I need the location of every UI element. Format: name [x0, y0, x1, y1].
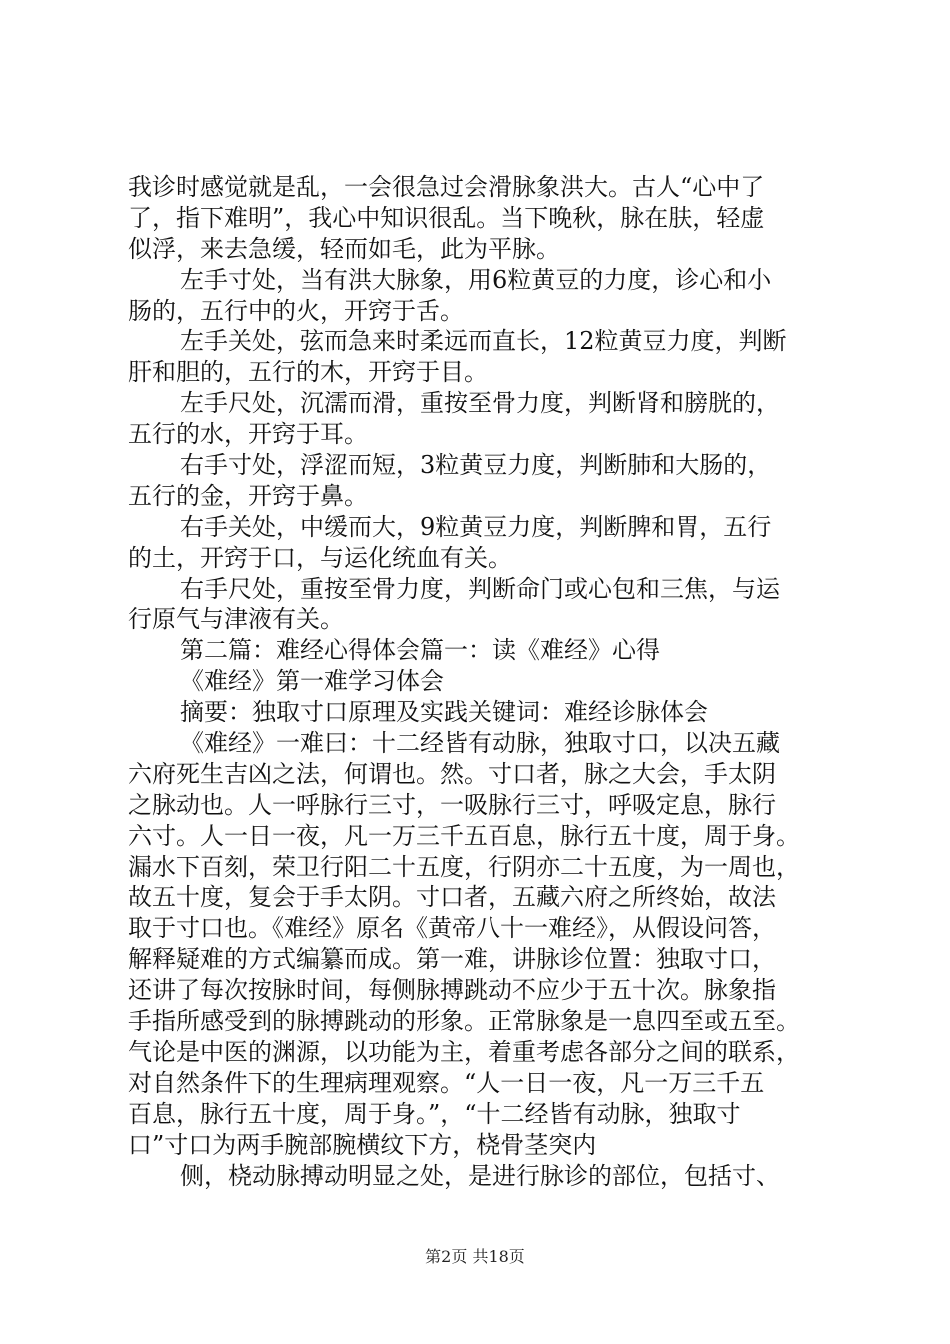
text-line: 左手尺处，沉濡而滑，重按至骨力度，判断肾和膀胱的， [180, 389, 780, 418]
text-line: 取于寸口也。《难经》原名《黄帝八十一难经》，从假设问答， [128, 914, 776, 943]
text-line: 了，指下难明”，我心中知识很乱。当下晚秋，脉在肤，轻虚 [128, 203, 765, 232]
text-line: 之脉动也。人一呼脉行三寸，一吸脉行三寸，呼吸定息，脉行 [128, 790, 776, 819]
text-line: 肝和胆的，五行的木，开窍于目。 [128, 358, 488, 387]
text-line: 右手尺处，重按至骨力度，判断命门或心包和三焦，与运 [180, 574, 780, 603]
text-line: 还讲了每次按脉时间，每侧脉搏跳动不应少于五十次。脉象指 [128, 976, 776, 1005]
text-line: 右手关处，中缓而大，9粒黄豆力度，判断脾和胃，五行 [180, 512, 772, 541]
text-line: 手指所感受到的脉搏跳动的形象。正常脉象是一息四至或五至。 [128, 1007, 800, 1036]
text-line: 行原气与津液有关。 [128, 605, 344, 634]
text-line: 气论是中医的渊源，以功能为主，着重考虑各部分之间的联系， [128, 1037, 800, 1066]
text-line: 左手寸处，当有洪大脉象，用6粒黄豆的力度，诊心和小 [180, 265, 772, 294]
text-line: 的土，开窍于口，与运化统血有关。 [128, 543, 512, 572]
text-line: 六寸。人一日一夜，凡一万三千五百息，脉行五十度，周于身。 [128, 821, 800, 850]
text-line: 五行的金，开窍于鼻。 [128, 481, 368, 510]
text-line: 漏水下百刻，荣卫行阳二十五度，行阴亦二十五度，为一周也， [128, 852, 800, 881]
text-line: 我诊时感觉就是乱，一会很急过会滑脉象洪大。古人“心中了 [128, 173, 765, 201]
text-line: 解释疑难的方式编纂而成。第一难，讲脉诊位置：独取寸口， [128, 945, 776, 974]
text-line: 六府死生吉凶之法，何谓也。然。寸口者，脉之大会，手太阴 [128, 759, 776, 788]
text-line: 左手关处，弦而急来时柔远而直长，12粒黄豆力度，判断 [180, 327, 787, 356]
text-line: 肠的，五行中的火，开窍于舌。 [128, 296, 464, 325]
page-footer: 第2页 共18页 [425, 1247, 525, 1266]
text-line: 对自然条件下的生理病理观察。“人一日一夜，凡一万三千五 [128, 1068, 765, 1097]
text-line: 《难经》一难曰：十二经皆有动脉，独取寸口，以决五藏 [180, 729, 780, 758]
text-line: 右手寸处，浮涩而短，3粒黄豆力度，判断肺和大肠的， [180, 451, 772, 480]
text-line: 似浮，来去急缓，轻而如毛，此为平脉。 [128, 234, 560, 263]
text-line: 《难经》第一难学习体会 [180, 667, 444, 696]
text-line: 侧，桡动脉搏动明显之处，是进行脉诊的部位，包括寸、 [180, 1161, 780, 1190]
text-line: 故五十度，复会于手太阴。寸口者，五藏六府之所终始，故法 [128, 883, 776, 912]
text-line: 百息，脉行五十度，周于身。”，“十二经皆有动脉，独取寸 [128, 1099, 741, 1128]
text-line: 第二篇：难经心得体会篇一：读《难经》心得 [180, 636, 660, 665]
text-line: 口”寸口为两手腕部腕横纹下方，桡骨茎突内 [128, 1130, 597, 1159]
document-body [128, 172, 840, 1191]
text-line: 摘要：独取寸口原理及实践关键词：难经诊脉体会 [180, 698, 708, 727]
text-line: 五行的水，开窍于耳。 [128, 420, 368, 449]
